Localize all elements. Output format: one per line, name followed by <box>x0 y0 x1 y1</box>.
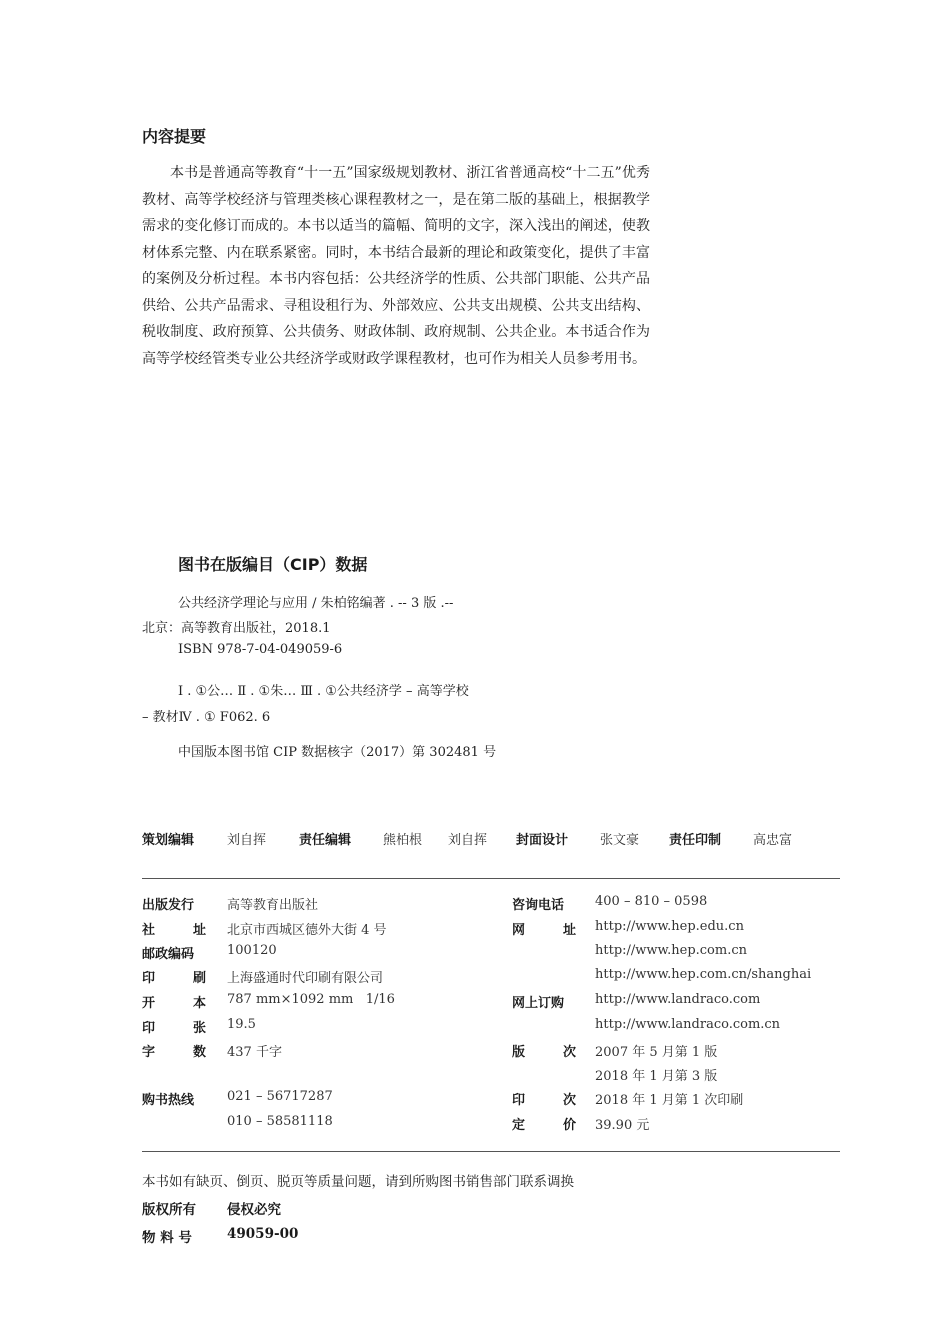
price-label <box>512 1114 576 1133</box>
address-value: 北京市西城区德外大街 4 号 <box>227 923 387 938</box>
responsible-editor-name-1: 熊柏根 <box>383 833 423 848</box>
phone-value: 400 – 810 – 0598 <box>595 894 708 909</box>
website-url-3: http://www.hep.com.cn/shanghai <box>595 967 812 982</box>
impression-value: 2018 年 1 月第 1 次印刷 <box>595 1093 744 1108</box>
words-label-char-2: 数 <box>192 1045 206 1060</box>
cip-isbn: ISBN 978-7-04-049059-6 <box>178 642 343 657</box>
postcode-value: 100120 <box>227 943 277 958</box>
website-label-char-1: 网 <box>512 923 526 938</box>
address-label <box>142 919 206 938</box>
address-label-char-1: 社 <box>142 923 156 938</box>
summary-title: 内容提要 <box>142 127 207 146</box>
responsible-editor-name-2: 刘自挥 <box>448 833 488 848</box>
printer-label-char-2: 刷 <box>192 971 206 986</box>
publisher-value: 高等教育出版社 <box>227 898 319 913</box>
material-number-value: 49059-00 <box>227 1226 299 1242</box>
sheets-value: 19.5 <box>227 1017 256 1032</box>
cover-design-label: 封面设计 <box>516 833 569 848</box>
copyright-label: 版权所有 <box>142 1202 196 1218</box>
price-label-char-1: 定 <box>512 1118 526 1133</box>
website-label-char-2: 址 <box>562 923 576 938</box>
planning-editor-label: 策划编辑 <box>142 833 195 848</box>
phone-label: 咨询电话 <box>512 898 565 913</box>
online-order-url-1: http://www.landraco.com <box>595 992 761 1007</box>
edition-value-1: 2007 年 5 月第 1 版 <box>595 1045 718 1060</box>
words-value: 437 千字 <box>227 1045 282 1060</box>
sheets-label-char-2: 张 <box>192 1021 206 1036</box>
responsible-editor-label: 责任编辑 <box>299 833 352 848</box>
printer-label-char-1: 印 <box>142 971 156 986</box>
impression-label-char-1: 印 <box>512 1093 526 1108</box>
online-order-url-2: http://www.landraco.com.cn <box>595 1017 781 1032</box>
cip-title: 图书在版编目（CIP）数据 <box>178 555 368 574</box>
website-url-1: http://www.hep.edu.cn <box>595 919 744 934</box>
format-label-char-2: 本 <box>192 996 206 1011</box>
printer-value: 上海盛通时代印刷有限公司 <box>227 971 384 986</box>
summary-paragraph: 本书是普通高等教育“十一五”国家级规划教材、浙江省普通高校“十二五”优秀教材、高等学校经济与管理类核心课程教材之一，是在第二版的基础上，根据教学需求的变化修订而成的。本书以适当的篇幅、简明的文字，深入浅出的阐述，使教材体系完整、内在联系紧密。同时，本书结合最新的理论和政策变化，提供了丰富的案例及分析过程。本书内容包括：公共经济学的性质、公共部门职能、公共产品供给、公共产品需求、寻租设租行为、外部效应、公共支出规模、公共支出结构、税收制度、政府预算、公共债务、财政体制、政府规制、公共企业。本书适合作为高等学校经管类专业公共经济学或财政学课程教材，也可作为相关人员参考用书。 <box>142 165 650 367</box>
cover-design-name: 张文豪 <box>600 833 640 848</box>
words-label-char-1: 字 <box>142 1045 156 1060</box>
format-label <box>142 992 206 1011</box>
cip-line-1: 公共经济学理论与应用 / 朱柏铭编著 . -- 3 版 .-- <box>178 596 454 611</box>
divider-top <box>142 878 840 879</box>
summary-body <box>142 160 650 372</box>
edition-value-2: 2018 年 1 月第 3 版 <box>595 1069 718 1084</box>
edition-label-char-2: 次 <box>562 1045 576 1060</box>
online-order-label: 网上订购 <box>512 996 565 1011</box>
sheets-label <box>142 1017 206 1036</box>
website-label <box>512 919 576 938</box>
cip-line-2: 北京：高等教育出版社，2018.1 <box>142 621 331 636</box>
printer-label <box>142 967 206 986</box>
hotline-value-2: 010 – 58581118 <box>227 1114 333 1129</box>
publisher-label: 出版发行 <box>142 898 195 913</box>
material-number-label: 物 料 号 <box>142 1230 192 1246</box>
price-value: 39.90 元 <box>595 1118 650 1133</box>
divider-bottom <box>142 1151 840 1152</box>
copyright-text: 侵权必究 <box>227 1202 281 1218</box>
website-url-2: http://www.hep.com.cn <box>595 943 747 958</box>
cip-record: 中国版本图书馆 CIP 数据核字（2017）第 302481 号 <box>178 745 497 760</box>
quality-notice: 本书如有缺页、倒页、脱页等质量问题，请到所购图书销售部门联系调换 <box>142 1174 574 1190</box>
edition-label <box>512 1041 576 1060</box>
print-supervisor-label: 责任印制 <box>669 833 722 848</box>
words-label <box>142 1041 206 1060</box>
hotline-label: 购书热线 <box>142 1093 195 1108</box>
impression-label <box>512 1089 576 1108</box>
price-label-char-2: 价 <box>562 1118 576 1133</box>
cip-line-4: Ⅰ . ①公… Ⅱ . ①朱… Ⅲ . ①公共经济学 – 高等学校 <box>178 684 469 699</box>
sheets-label-char-1: 印 <box>142 1021 156 1036</box>
cip-line-5: – 教材Ⅳ . ① F062. 6 <box>142 710 271 725</box>
edition-label-char-1: 版 <box>512 1045 526 1060</box>
postcode-label: 邮政编码 <box>142 947 195 962</box>
impression-label-char-2: 次 <box>562 1093 576 1108</box>
format-value: 787 mm×1092 mm 1/16 <box>227 992 395 1007</box>
format-label-char-1: 开 <box>142 996 156 1011</box>
address-label-char-2: 址 <box>192 923 206 938</box>
planning-editor-name: 刘自挥 <box>227 833 267 848</box>
print-supervisor-name: 高忠富 <box>753 833 793 848</box>
hotline-value-1: 021 – 56717287 <box>227 1089 333 1104</box>
